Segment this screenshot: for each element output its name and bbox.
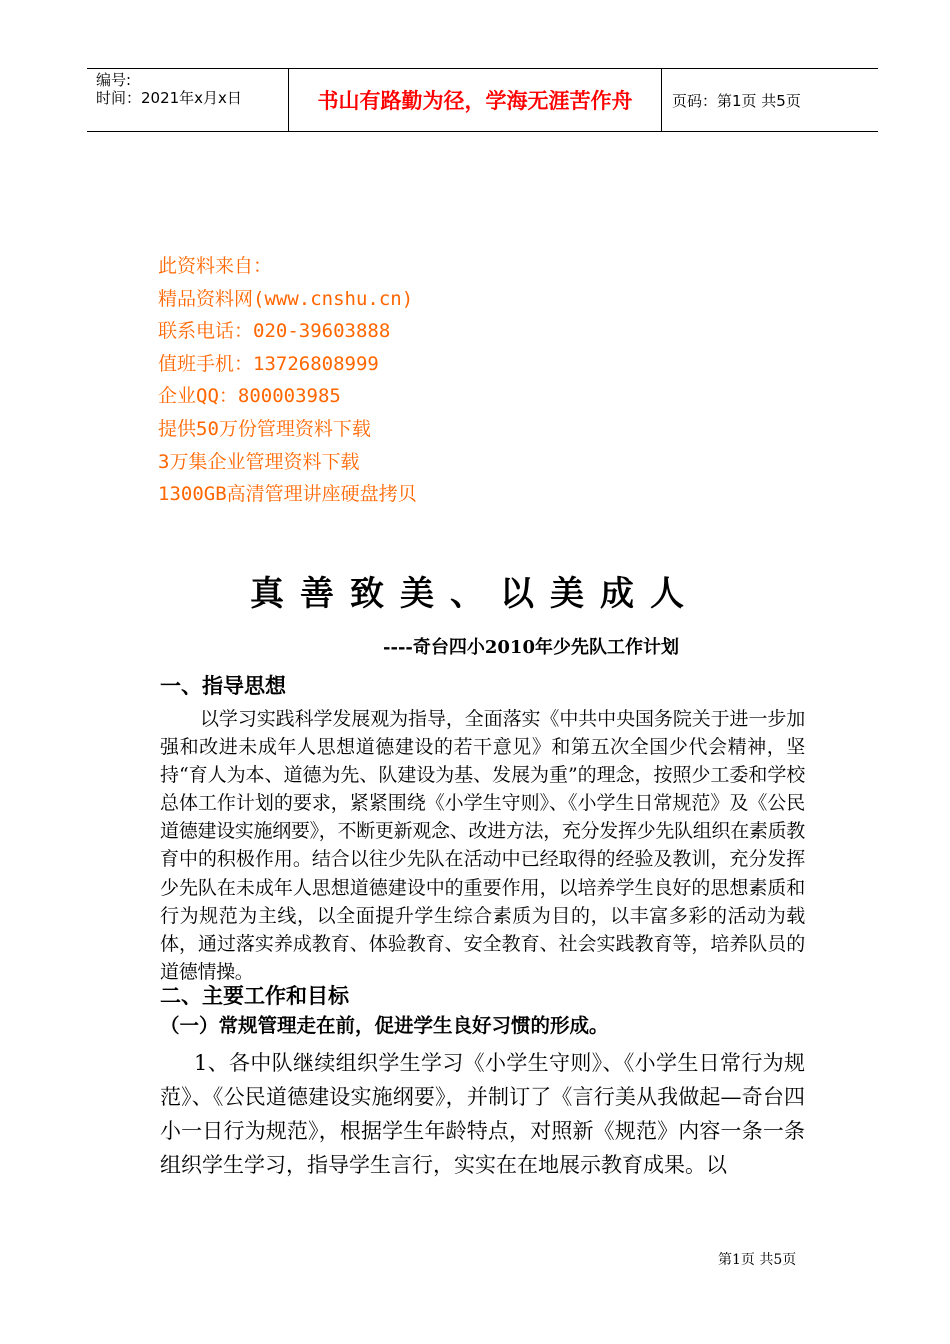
promo-line: 联系电话：020-39603888 [158,320,391,343]
footer-page-info: 第1页 共5页 [718,1252,797,1268]
header-table [87,68,878,132]
header-page-info: 页码：第1页 共5页 [672,91,801,110]
document-number-label: 编号: [96,71,132,89]
subsection-body-routine-management: 1、各中队继续组织学生学习《小学生守则》、《小学生日常行为规范》、《公民道德建设实施纲要》，并制订了《言行美从我做起—奇台四小一日行为规范》，根据学生年龄特点，对照新《规范》内容一条一条组织学生学习，指导学生言行，实实在在地展示教育成果。以 [160,1051,805,1177]
header-motto: 书山有路勤为径，学海无涯苦作舟 [317,89,633,113]
promo-line: 值班手机：13726808999 [158,352,379,375]
section-body-guiding-thought: 以学习实践科学发展观为指导，全面落实《中共中央国务院关于进一步加强和改进未成年人思想道德建设的若干意见》和第五次全国少代会精神，坚持“育人为本、道德为先、队建设为基、发展为重”的理念，按照少工委和学校总体工作计划的要求，紧紧围绕《小学生守则》、《小学生日常规范》及《公民道德建设实施纲要》，不断更新观念、改进方法，充分发挥少先队组织在素质教育中的积极作用。结合以往少先队在活动中已经取得的经验及教训，充分发挥少先队在未成年人思想道德建设中的重要作用，以培养学生良好的思想素质和行为规范为主线，以全面提升学生综合素质为目的，以丰富多彩的活动为载体，通过落实养成教育、体验教育、安全教育、社会实践教育等，培养队员的道德情操。 [160,708,806,983]
promo-line: 提供50万份管理资料下载 [158,417,371,440]
promo-block [158,250,417,511]
document-title: 真善致美、以美成人 [250,574,700,614]
section-heading-guiding-thought: 一、指导思想 [160,674,286,698]
section-heading-main-work: 二、主要工作和目标 [160,984,349,1008]
promo-line: 此资料来自： [158,255,273,277]
document-time-label: 时间：2021年x月x日 [96,89,242,107]
document-subtitle: ----奇台四小2010年少先队工作计划 [383,637,679,658]
header-motto-cell [288,69,662,131]
promo-line: 1300GB高清管理讲座硬盘拷贝 [158,483,417,506]
promo-line: 3万集企业管理资料下载 [158,450,360,473]
promo-line: 企业QQ：800003985 [158,385,341,408]
header-page-cell [662,69,878,131]
promo-line: 精品资料网(www.cnshu.cn) [158,287,414,310]
subsection-heading-routine-management: （一）常规管理走在前，促进学生良好习惯的形成。 [160,1014,609,1037]
header-left-cell [87,69,288,131]
